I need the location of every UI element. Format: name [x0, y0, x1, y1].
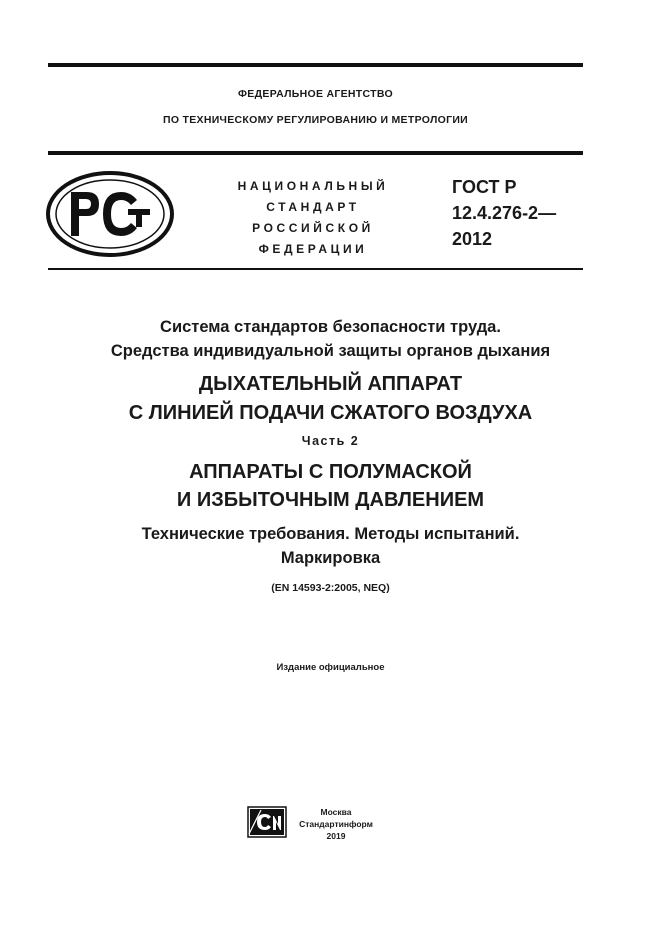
- header-bottom-rule: [48, 268, 583, 270]
- part-title-line-1: АППАРАТЫ С ПОЛУМАСКОЙ: [189, 461, 472, 483]
- gost-line-3: 2012: [452, 229, 493, 249]
- gost-designation: [452, 174, 556, 252]
- main-title-line-2: С ЛИНИЕЙ ПОДАЧИ СЖАТОГО ВОЗДУХА: [128, 402, 533, 424]
- publisher-info: [290, 806, 382, 842]
- standard-type-line-1: НАЦИОНАЛЬНЫЙ: [237, 179, 389, 193]
- publisher-year: 2019: [326, 831, 346, 841]
- main-title-line-1: ДЫХАТЕЛЬНЫЙ АППАРАТ: [198, 373, 463, 395]
- series-title-line-2: Средства индивидуальной защиты органов дыхания: [110, 342, 551, 360]
- part-title-line-2: И ИЗБЫТОЧНЫМ ДАВЛЕНИЕМ: [176, 489, 485, 511]
- standard-type-line-3: РОССИЙСКОЙ: [252, 221, 374, 235]
- standard-type-line-2: СТАНДАРТ: [266, 200, 360, 214]
- top-rule: [48, 63, 583, 67]
- en-reference: (EN 14593-2:2005, NEQ): [271, 582, 390, 594]
- publisher-name: Стандартинформ: [299, 819, 373, 829]
- series-title-line-1: Система стандартов безопасности труда.: [160, 318, 501, 336]
- publisher-city: Москва: [320, 807, 352, 817]
- subtitle-line-2: Маркировка: [280, 549, 381, 567]
- standard-type: [218, 176, 408, 260]
- agency-line-2: ПО ТЕХНИЧЕСКОМУ РЕГУЛИРОВАНИЮ И МЕТРОЛОГИИ: [162, 114, 469, 126]
- agency-line-1: ФЕДЕРАЛЬНОЕ АГЕНТСТВО: [238, 88, 393, 100]
- gost-line-2: 12.4.276-2—: [452, 203, 557, 223]
- subtitle: [48, 522, 613, 570]
- part-title: [48, 458, 613, 514]
- edition-note: Издание официальное: [276, 662, 385, 673]
- rst-certification-mark-icon: [45, 170, 175, 258]
- standard-type-line-4: ФЕДЕРАЦИИ: [258, 242, 368, 256]
- standartinform-logo-icon: [247, 806, 287, 838]
- part-number: Часть 2: [301, 434, 360, 448]
- gost-line-1: ГОСТ Р: [452, 177, 517, 197]
- main-title: [48, 370, 613, 428]
- agency-bottom-rule: [48, 151, 583, 155]
- series-title: [48, 315, 613, 363]
- subtitle-line-1: Технические требования. Методы испытаний.: [141, 525, 520, 543]
